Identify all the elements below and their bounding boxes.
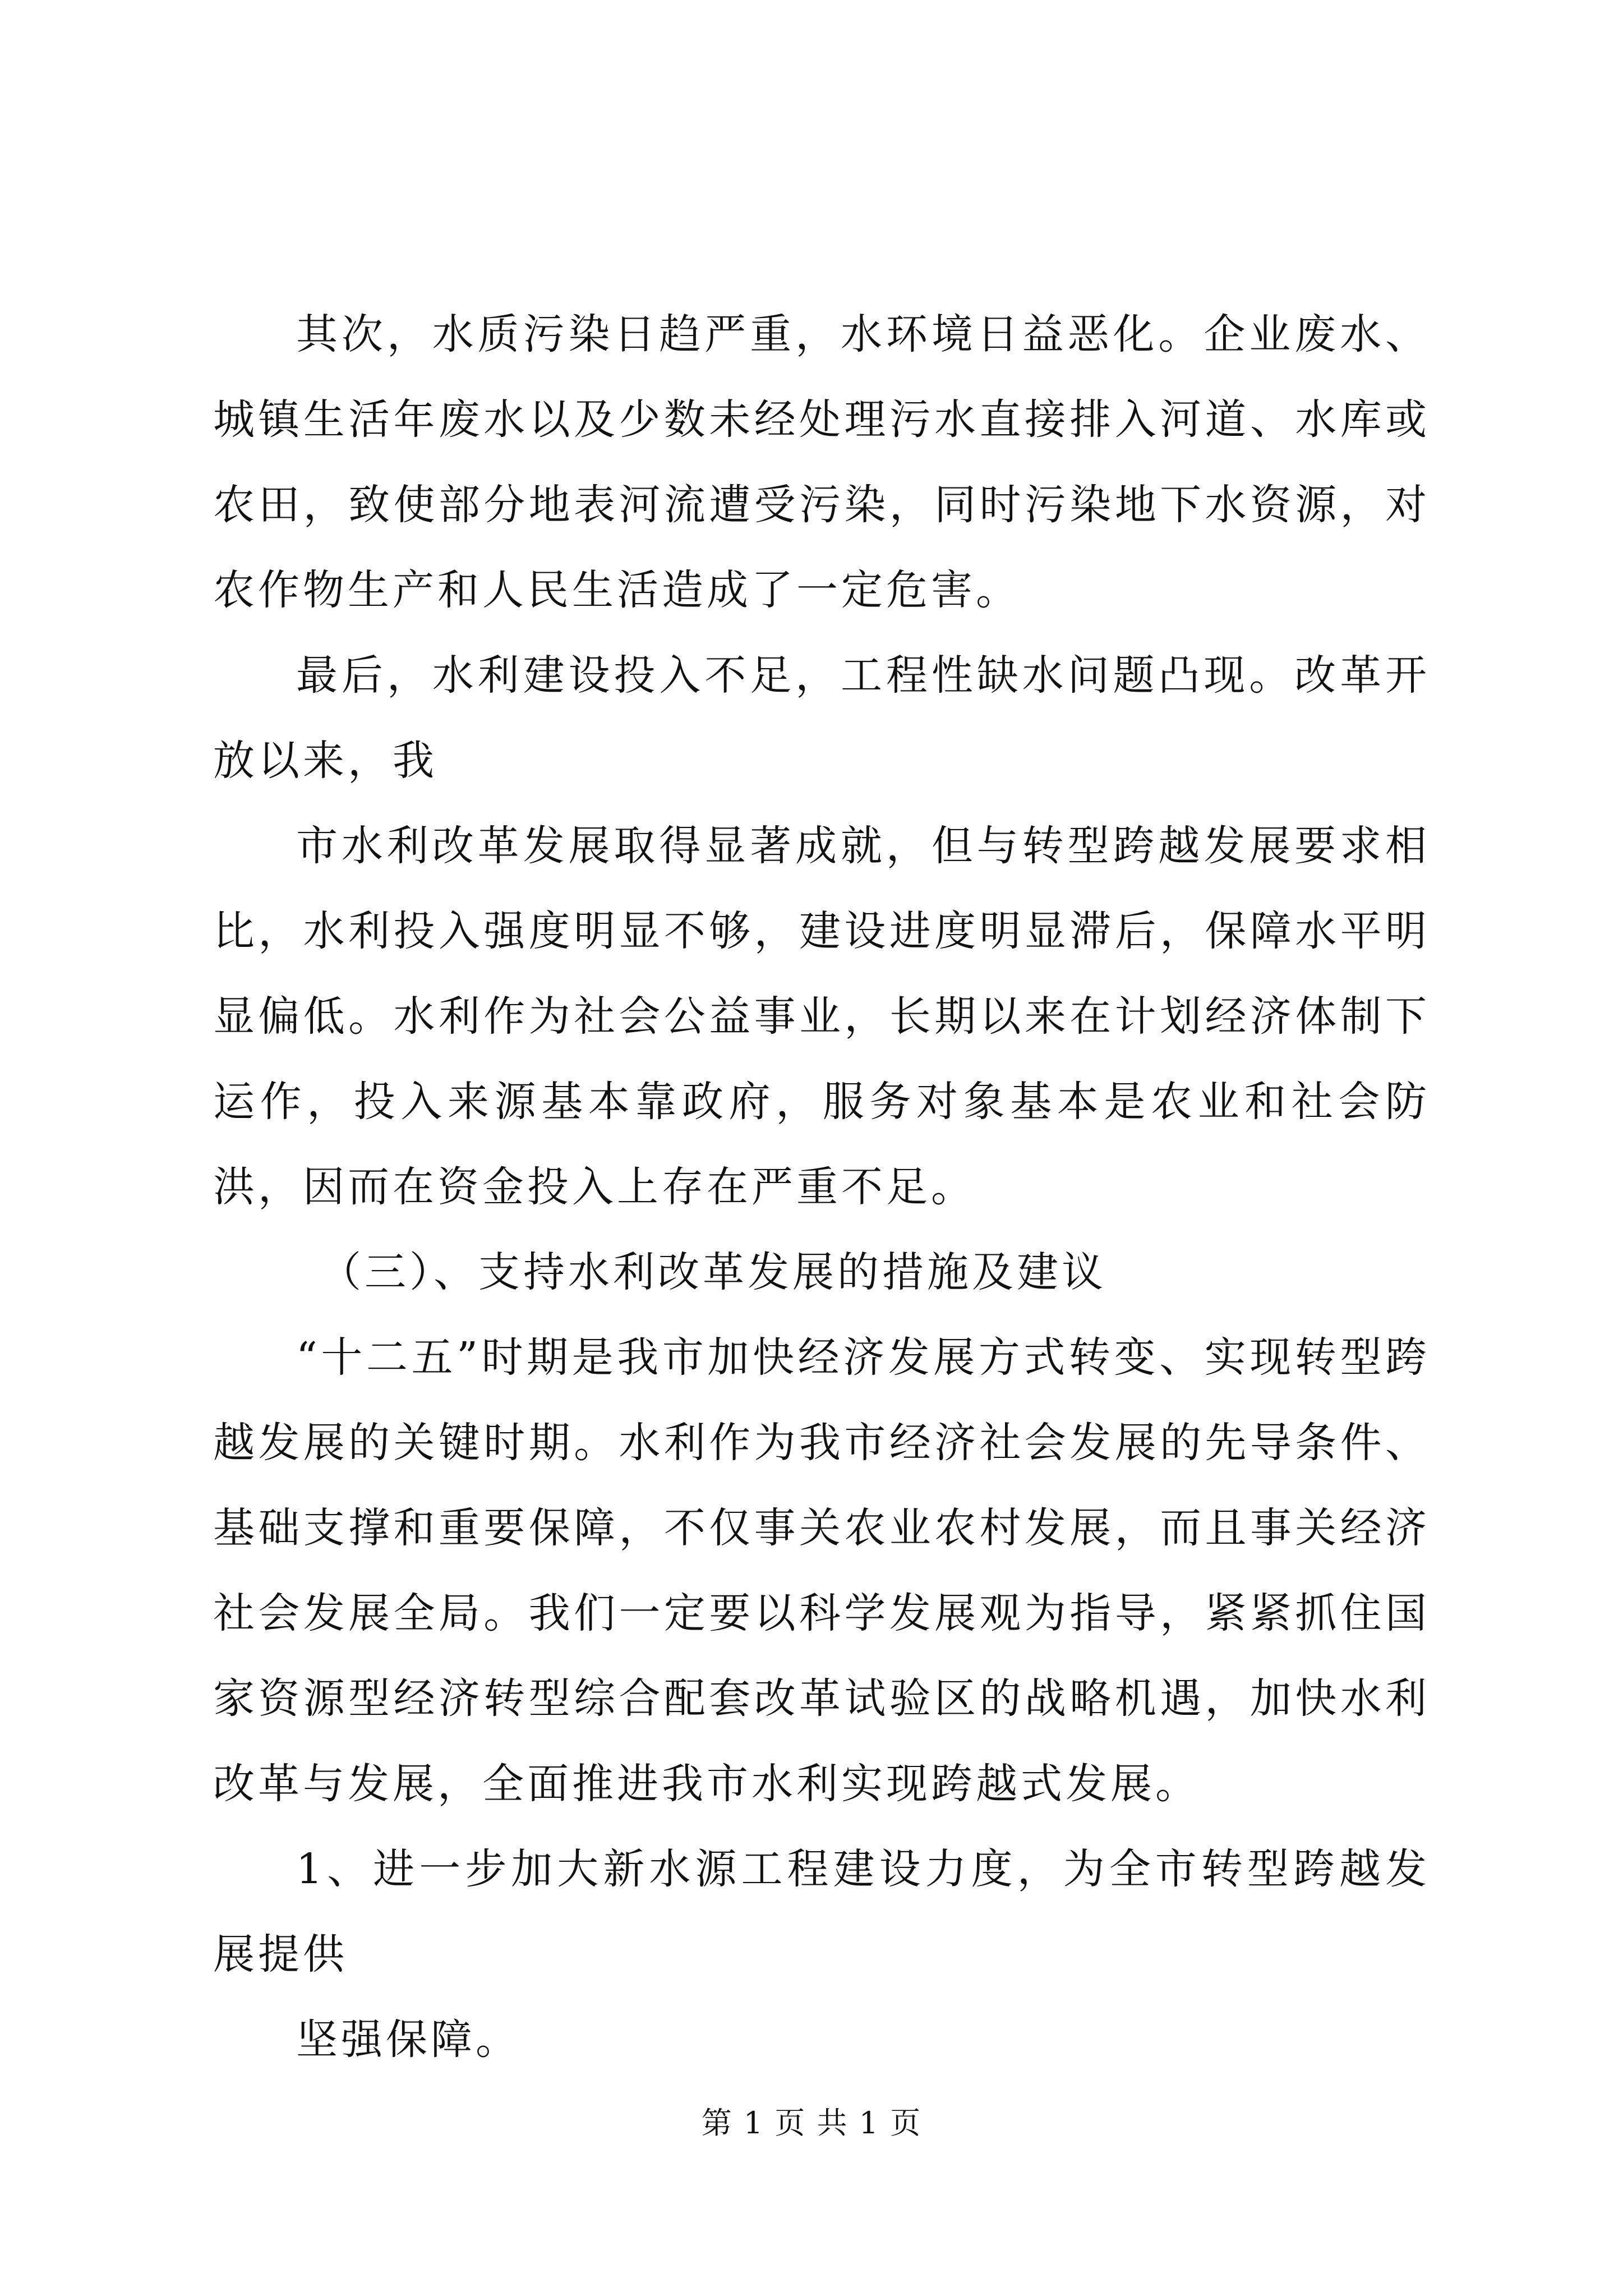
- paragraph-investment-shortage: 最后，水利建设投入不足，工程性缺水问题凸现。改革开放以来，我: [213, 651, 1430, 785]
- paragraph-item-1: 1、进一步加大新水源工程建设力度，为全市转型跨越发展提供: [213, 1845, 1430, 1978]
- page-footer: 第 1 页 共 1 页: [701, 2105, 922, 2141]
- section-heading-measures: （三）、支持水利改革发展的措施及建议: [320, 1248, 1106, 1296]
- paragraph-water-pollution: 其次，水质污染日趋严重，水环境日益恶化。企业废水、城镇生活年废水以及少数未经处理污水直接排入河道、水库或农田，致使部分地表河流遭受污染，同时污染地下水资源，对农作物生产和人民生活造成了一定危害。: [213, 310, 1430, 614]
- paragraph-twelfth-five-year: “十二五”时期是我市加快经济发展方式转变、实现转型跨越发展的关键时期。水利作为我市经济社会发展的先导条件、基础支撑和重要保障，不仅事关农业农村发展，而且事关经济社会发展全局。我们一定要以科学发展观为指导，紧紧抓住国家资源型经济转型综合配套改革试验区的战略机遇，加快水利改革与发展，全面推进我市水利实现跨越式发展。: [213, 1333, 1430, 1808]
- paragraph-reform-achievements: 市水利改革发展取得显著成就，但与转型跨越发展要求相比，水利投入强度明显不够，建设进度明显滞后，保障水平明显偏低。水利作为社会公益事业，长期以来在计划经济体制下运作，投入来源基本靠政府，服务对象基本是农业和社会防洪，因而在资金投入上存在严重不足。: [213, 822, 1430, 1211]
- paragraph-item-1-continued: 坚强保障。: [296, 2016, 520, 2064]
- document-body: [213, 292, 1430, 2082]
